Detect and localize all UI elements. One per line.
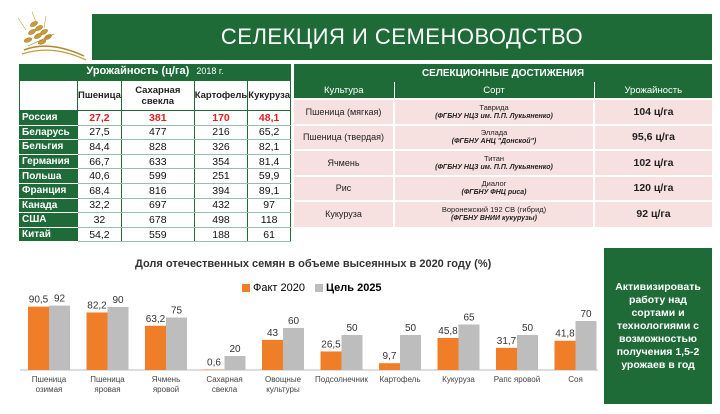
yield-value: 477 bbox=[121, 125, 194, 140]
data-label: 70 bbox=[580, 309, 592, 320]
variety-name: Таврида bbox=[479, 102, 509, 112]
category-label: яровой bbox=[152, 385, 180, 394]
yield-value: 84,4 bbox=[78, 140, 122, 155]
yield-value: 27,5 bbox=[78, 125, 122, 140]
category-label: Подсолнечник bbox=[315, 375, 368, 384]
yield-table bbox=[19, 80, 291, 242]
bar-goal bbox=[283, 328, 304, 370]
yield-table-year: 2018 г. bbox=[196, 66, 224, 76]
yield-col-header: Пшеница bbox=[78, 81, 122, 111]
yield-table-panel bbox=[19, 64, 291, 242]
category-label: озимая bbox=[35, 385, 63, 394]
data-label: 65 bbox=[463, 312, 475, 324]
bar-fact bbox=[438, 338, 459, 370]
bar-goal bbox=[342, 335, 363, 370]
yield-corner-cell bbox=[20, 81, 78, 111]
legend-label-goal: Цель 2025 bbox=[325, 282, 382, 294]
data-label: 43 bbox=[266, 327, 279, 339]
yield-col-header: Картофель bbox=[194, 81, 248, 111]
variety-cell bbox=[394, 176, 594, 202]
data-label: 90,5 bbox=[28, 294, 49, 306]
selection-col-header: Урожайность bbox=[594, 82, 712, 99]
bar-fact bbox=[555, 341, 576, 370]
breeder-org: (ФГБНУ ВНИИ кукурузы) bbox=[451, 215, 537, 223]
variety-cell bbox=[394, 150, 594, 176]
country-name: Россия bbox=[20, 111, 78, 126]
crop-name: Кукуруза bbox=[294, 201, 394, 227]
yield-value: 40,6 bbox=[78, 169, 122, 184]
category-label: Соя bbox=[568, 375, 583, 384]
yield-table-title-bar bbox=[19, 64, 291, 80]
data-label: 50 bbox=[404, 323, 417, 334]
yield-value: 394 bbox=[194, 183, 248, 198]
country-name: Китай bbox=[20, 227, 78, 242]
crop-name: Рис bbox=[294, 176, 394, 202]
bar-fact bbox=[496, 348, 517, 370]
variety-name: Эллада bbox=[480, 128, 508, 138]
category-label: Рапс яровой bbox=[493, 375, 541, 384]
bar-goal bbox=[517, 335, 538, 370]
yield-value: 65,2 bbox=[248, 125, 291, 140]
country-name: Бельгия bbox=[20, 140, 78, 155]
variety-name: Воронежский 192 СВ (гибрид) bbox=[441, 205, 547, 215]
bar-goal bbox=[225, 356, 246, 370]
category-label: Картофель bbox=[379, 375, 421, 384]
category-label: Овощные bbox=[264, 375, 302, 384]
data-label: 90 bbox=[112, 295, 124, 306]
crop-name: Пшеница (мягкая) bbox=[294, 99, 394, 125]
category-label: Пшеница bbox=[31, 375, 67, 384]
side-note-text: Активизировать работу над сортами и технологиями с возможностью получения 1,5-2 урожаев в год bbox=[615, 280, 701, 371]
yield-value: 599 bbox=[121, 169, 194, 184]
yield-value: 32,2 bbox=[78, 198, 122, 213]
yield-value: 54,2 bbox=[78, 227, 122, 242]
yield-value: 216 bbox=[194, 125, 248, 140]
wheat-logo bbox=[14, 10, 88, 64]
bar-goal bbox=[49, 306, 70, 370]
country-name: Франция bbox=[20, 183, 78, 198]
yield-value: 678 bbox=[121, 213, 194, 228]
breeder-org: (ФГБНУ ФНЦ риса) bbox=[461, 189, 527, 197]
bar-fact bbox=[87, 312, 108, 370]
yield-col-header: Кукуруза bbox=[248, 81, 291, 111]
category-label: Кукуруза bbox=[442, 375, 475, 384]
category-label: Пшеница bbox=[90, 375, 125, 384]
yield-value: 82,1 bbox=[248, 140, 291, 155]
variety-cell bbox=[394, 99, 594, 125]
yield-value: 326 bbox=[194, 140, 248, 155]
variety-name: Диалог bbox=[481, 179, 507, 189]
selection-title: СЕЛЕКЦИОННЫЕ ДОСТИЖЕНИЯ bbox=[294, 64, 712, 82]
page-title: СЕЛЕКЦИЯ И СЕМЕНОВОДСТВО bbox=[220, 24, 584, 49]
yield-row bbox=[20, 183, 291, 198]
selection-col-header: Сорт bbox=[394, 82, 594, 99]
yield-value: 97 bbox=[248, 198, 291, 213]
seed-share-chart bbox=[0, 290, 600, 414]
selection-panel bbox=[294, 64, 712, 227]
selection-row bbox=[294, 176, 712, 202]
variety-cell bbox=[394, 201, 594, 227]
category-label: яровая bbox=[94, 385, 121, 394]
yield-value: 354 bbox=[194, 154, 248, 169]
yield-value: 170 bbox=[194, 111, 248, 126]
data-label: 31,7 bbox=[496, 335, 517, 347]
variety-name: Титан bbox=[483, 153, 505, 163]
yield-table-title: Урожайность (ц/га) bbox=[86, 65, 190, 77]
data-label: 9,7 bbox=[382, 351, 397, 363]
yield-value: 59,9 bbox=[248, 169, 291, 184]
bar-fact bbox=[28, 307, 49, 370]
yield-row bbox=[20, 140, 291, 155]
data-label: 75 bbox=[170, 305, 183, 317]
variety-yield: 120 ц/га bbox=[594, 176, 712, 202]
page-header bbox=[92, 14, 712, 60]
data-label: 0,6 bbox=[207, 357, 221, 369]
yield-value: 381 bbox=[121, 111, 194, 126]
yield-value: 559 bbox=[121, 227, 194, 242]
data-label: 26,5 bbox=[321, 339, 341, 351]
side-note bbox=[604, 248, 712, 404]
category-label: Сахарная bbox=[206, 375, 243, 384]
yield-value: 633 bbox=[121, 154, 194, 169]
yield-value: 68,4 bbox=[78, 183, 122, 198]
country-name: США bbox=[20, 213, 78, 228]
data-label: 82,2 bbox=[87, 300, 107, 312]
yield-value: 816 bbox=[121, 183, 194, 198]
variety-yield: 104 ц/га bbox=[594, 99, 712, 125]
selection-table bbox=[294, 82, 712, 227]
selection-row bbox=[294, 125, 712, 151]
breeder-org: (ФГБНУ НЦЗ им. П.П. Лукьяненко) bbox=[435, 112, 553, 120]
country-name: Польша bbox=[20, 169, 78, 184]
yield-row bbox=[20, 227, 291, 242]
country-name: Германия bbox=[20, 154, 78, 169]
yield-row bbox=[20, 213, 291, 228]
bar-fact bbox=[262, 340, 283, 370]
bar-fact bbox=[379, 363, 400, 370]
yield-value: 828 bbox=[121, 140, 194, 155]
yield-row bbox=[20, 198, 291, 213]
yield-row bbox=[20, 154, 291, 169]
selection-row bbox=[294, 201, 712, 227]
yield-value: 118 bbox=[248, 213, 291, 228]
bar-fact bbox=[321, 351, 342, 370]
yield-value: 432 bbox=[194, 198, 248, 213]
breeder-org: (ФГБНУ НЦЗ им. П.П. Лукьяненко) bbox=[435, 163, 553, 171]
yield-row bbox=[20, 169, 291, 184]
breeder-org: (ФГБНУ АНЦ "Донской") bbox=[451, 138, 537, 146]
data-label: 41,8 bbox=[555, 328, 575, 340]
yield-value: 27,2 bbox=[78, 111, 122, 126]
legend-label-fact: Факт 2020 bbox=[253, 282, 305, 294]
country-name: Канада bbox=[20, 198, 78, 213]
selection-col-header: Культура bbox=[294, 82, 394, 99]
yield-value: 697 bbox=[121, 198, 194, 213]
variety-yield: 92 ц/га bbox=[594, 201, 712, 227]
yield-value: 48,1 bbox=[248, 111, 291, 126]
crop-name: Ячмень bbox=[294, 150, 394, 176]
category-label: Ячмень bbox=[151, 375, 181, 384]
yield-value: 81,4 bbox=[248, 154, 291, 169]
selection-row bbox=[294, 150, 712, 176]
category-label: культуры bbox=[266, 385, 300, 394]
bar-fact bbox=[145, 326, 166, 370]
yield-value: 251 bbox=[194, 169, 248, 184]
yield-col-header: Сахарная свекла bbox=[121, 81, 194, 111]
yield-value: 498 bbox=[194, 213, 248, 228]
bar-goal bbox=[108, 307, 129, 370]
data-label: 92 bbox=[53, 293, 66, 305]
yield-row bbox=[20, 111, 291, 126]
data-label: 20 bbox=[229, 344, 241, 355]
yield-value: 61 bbox=[248, 227, 291, 242]
data-label: 63,2 bbox=[145, 313, 166, 325]
selection-row bbox=[294, 99, 712, 125]
chart-title: Доля отечественных семян в объеме высеянных в 2020 году (%) bbox=[135, 258, 492, 270]
bar-fact bbox=[204, 370, 225, 371]
data-label: 45,8 bbox=[438, 325, 458, 337]
data-label: 50 bbox=[521, 323, 534, 334]
yield-value: 32 bbox=[78, 213, 122, 228]
bar-goal bbox=[459, 325, 480, 371]
country-name: Беларусь bbox=[20, 125, 78, 140]
yield-value: 89,1 bbox=[248, 183, 291, 198]
variety-yield: 102 ц/га bbox=[594, 150, 712, 176]
variety-yield: 95,6 ц/га bbox=[594, 125, 712, 151]
bar-goal bbox=[576, 321, 597, 370]
variety-cell bbox=[394, 125, 594, 151]
yield-row bbox=[20, 125, 291, 140]
category-label: свекла bbox=[211, 385, 238, 394]
yield-value: 66,7 bbox=[78, 154, 122, 169]
data-label: 60 bbox=[287, 316, 300, 327]
data-label: 50 bbox=[346, 323, 358, 334]
bar-goal bbox=[166, 318, 187, 371]
bar-goal bbox=[400, 335, 421, 370]
crop-name: Пшеница (твердая) bbox=[294, 125, 394, 151]
yield-value: 188 bbox=[194, 227, 248, 242]
